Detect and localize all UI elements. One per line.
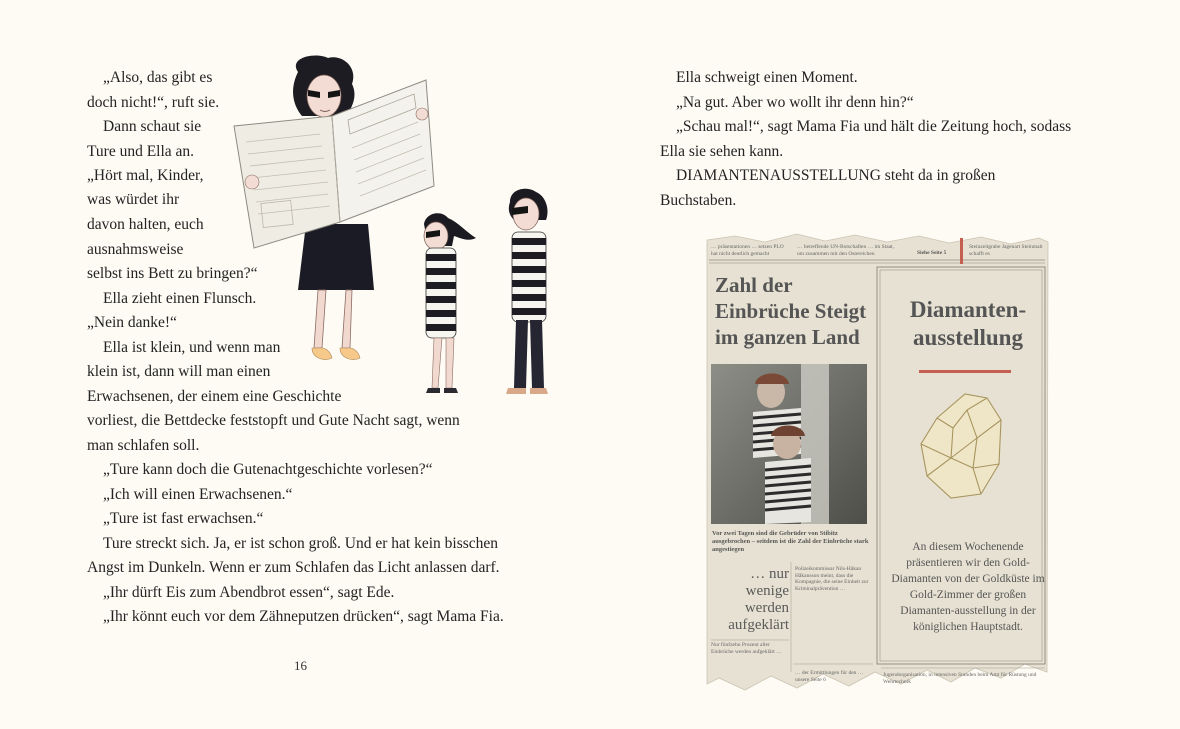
text-line: Ture streckt sich. Ja, er ist schon groß. Und er hat kein bisschen — [103, 535, 499, 552]
text-line: „Ich will einen Erwachsenen.“ — [103, 486, 293, 503]
text-line: klein ist, dann will man einen — [87, 363, 271, 380]
diamond-exhibition-text: An diesem Wochenende präsentieren wir den Gold-Diamanten von der Goldküste im Gold-Zimmer der großen Diamanten-ausstellung in der königlichen Hauptstadt. — [891, 541, 1045, 633]
newspaper-fragment: Steinzeitgrabe Jagenart Steinmalt schafft es — [969, 244, 1043, 257]
text-line: „Also, das gibt es — [103, 69, 213, 86]
newspaper-clipping — [705, 232, 1050, 700]
subheadline: … nur wenige werden aufgeklärt — [728, 566, 789, 633]
text-line: Ella zieht einen Flunsch. — [103, 290, 257, 307]
text-line: was würdet ihr — [87, 191, 180, 208]
text-line: Ella ist klein, und wenn man — [103, 339, 281, 356]
newspaper-fragment: … betreffende UN-Botschaften … im Staat, um zusammen mit den Ostereichen — [797, 244, 895, 257]
text-line: „Ihr dürft Eis zum Abendbrot essen“, sagt Ede. — [103, 584, 395, 601]
newspaper-column: Nur fünfzehn Prozent aller Einbrüche werden aufgeklärt … — [711, 642, 782, 655]
newspaper-fragment: … präsentationen … setzen PLO hat nicht deutlich gemacht — [711, 244, 784, 257]
text-line: doch nicht!“, ruft sie. — [87, 94, 220, 111]
family-illustration — [228, 52, 568, 402]
text-line: „Ture kann doch die Gutenachtgeschichte vorlesen?“ — [103, 461, 433, 478]
text-line: Angst im Dunkeln. Wenn er zum Schlafen das Licht anlassen darf. — [87, 559, 500, 576]
text-line: Ella schweigt einen Moment. — [676, 69, 858, 86]
newspaper-column: Polizeikommissar Nils-Håkan Håkansson meint, dass die Kompagnie, die seine Einheit zur Kriminalprävention … — [795, 566, 869, 592]
text-line: „Schau mal!“, sagt Mama Fia und hält die Zeitung hoch, sodass — [676, 118, 1072, 135]
text-line: selbst ins Bett zu bringen?“ — [87, 265, 258, 282]
text-line: Ture und Ella an. — [87, 143, 195, 160]
newspaper-fragment: … der Ermittlungen für den … unsere Seite 6 — [795, 670, 864, 683]
text-line: Ella sie sehen kann. — [660, 143, 784, 160]
text-line: Buchstaben. — [660, 192, 737, 209]
text-line: Dann schaut sie — [103, 118, 202, 135]
newspaper-top-label: Siehe Seite 5 — [917, 250, 947, 256]
text-line: „Hört mal, Kinder, — [87, 167, 204, 184]
right-page — [590, 0, 1180, 729]
text-line: „Ture ist fast erwachsen.“ — [103, 510, 264, 527]
text-line: ausnahmsweise — [87, 241, 184, 258]
headline-right: Diamanten-ausstellung — [909, 297, 1027, 350]
newspaper-fragment: Jugendorganisation, in intensiven Stunden beim Amt für Rüstung und Wehrtechnik — [883, 672, 1037, 685]
text-line: Erwachsenen, der einem eine Geschichte — [87, 388, 342, 405]
text-line: DIAMANTENAUSSTELLUNG steht da in großen — [676, 167, 996, 184]
text-line: davon halten, euch — [87, 216, 204, 233]
text-line: „Na gut. Aber wo wollt ihr denn hin?“ — [676, 94, 914, 111]
text-line: vorliest, die Bettdecke feststopft und Gute Nacht sagt, wenn — [87, 412, 460, 429]
page-number: 16 — [294, 658, 307, 673]
text-line: man schlafen soll. — [87, 437, 200, 454]
headline-left: Zahl der Einbrüche Steigt im ganzen Land — [715, 273, 867, 349]
text-line: „Ihr könnt euch vor dem Zähneputzen drücken“, sagt Mama Fia. — [103, 608, 504, 625]
text-line: „Nein danke!“ — [87, 314, 177, 331]
photo-caption: Vor zwei Tagen sind die Gebrüder von Stibitz ausgebrochen – seitdem ist die Zahl der Einbrüche stark angestiegen — [712, 530, 869, 553]
